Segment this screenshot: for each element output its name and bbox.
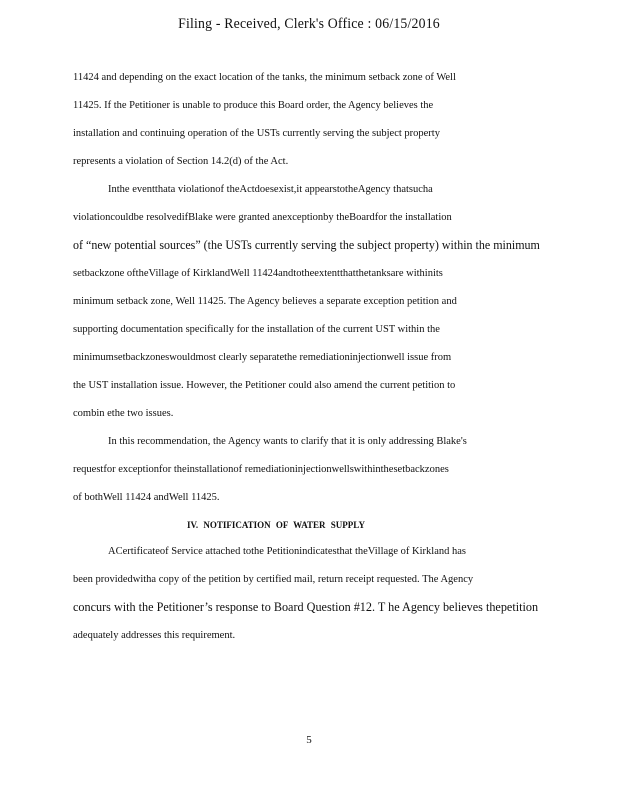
body-line: supporting documentation specifically for the installation of the current UST within the bbox=[73, 324, 440, 335]
body-line: concurs with the Petitioner’s response to Board Question #12. T he Agency believes thepetition bbox=[73, 600, 539, 614]
body-line: adequately addresses this requirement. bbox=[73, 630, 236, 641]
page-number: 5 bbox=[306, 734, 312, 746]
body-line: In this recommendation, the Agency wants to clarify that it is only addressing Blake's bbox=[108, 436, 467, 447]
body-line: ACertificateof Service attached tothe Petitionindicatesthat theVillage of Kirkland has bbox=[108, 546, 466, 557]
body-line: 11424 and depending on the exact location of the tanks, the minimum setback zone of Well bbox=[73, 72, 456, 83]
section-heading: IV. NOTIFICATION OF WATER SUPPLY bbox=[187, 520, 365, 530]
filing-stamp-header: Filing - Received, Clerk's Office : 06/15/2016 bbox=[178, 16, 440, 32]
body-line: 11425. If the Petitioner is unable to produce this Board order, the Agency believes the bbox=[73, 100, 434, 111]
body-line: setbackzone oftheVillage of KirklandWell 11424andtotheextentthatthetanksare withinits bbox=[73, 268, 443, 279]
body-line: the UST installation issue. However, the Petitioner could also amend the current petition to bbox=[73, 380, 456, 391]
body-line: minimumsetbackzoneswouldmost clearly separatethe remediationinjectionwell issue from bbox=[73, 352, 452, 363]
body-line: represents a violation of Section 14.2(d) of the Act. bbox=[73, 156, 289, 167]
body-line: combin ethe two issues. bbox=[73, 408, 174, 419]
body-line: violationcouldbe resolvedifBlake were granted anexceptionby theBoardfor the installation bbox=[73, 212, 452, 223]
body-line: of bothWell 11424 andWell 11425. bbox=[73, 492, 220, 503]
body-line: minimum setback zone, Well 11425. The Agency believes a separate exception petition and bbox=[73, 296, 457, 307]
body-line: requestfor exceptionfor theinstallationof remediationinjectionwellswithinthesetbackzones bbox=[73, 464, 449, 475]
body-line: installation and continuing operation of the USTs currently serving the subject property bbox=[73, 128, 440, 139]
body-line: been providedwitha copy of the petition by certified mail, return receipt requested. The Agency bbox=[73, 574, 474, 585]
body-line: of “new potential sources” (the USTs currently serving the subject property) within the minimum bbox=[73, 238, 540, 252]
body-line: Inthe eventthata violationof theActdoesexist,it appearstotheAgency thatsucha bbox=[108, 184, 433, 195]
